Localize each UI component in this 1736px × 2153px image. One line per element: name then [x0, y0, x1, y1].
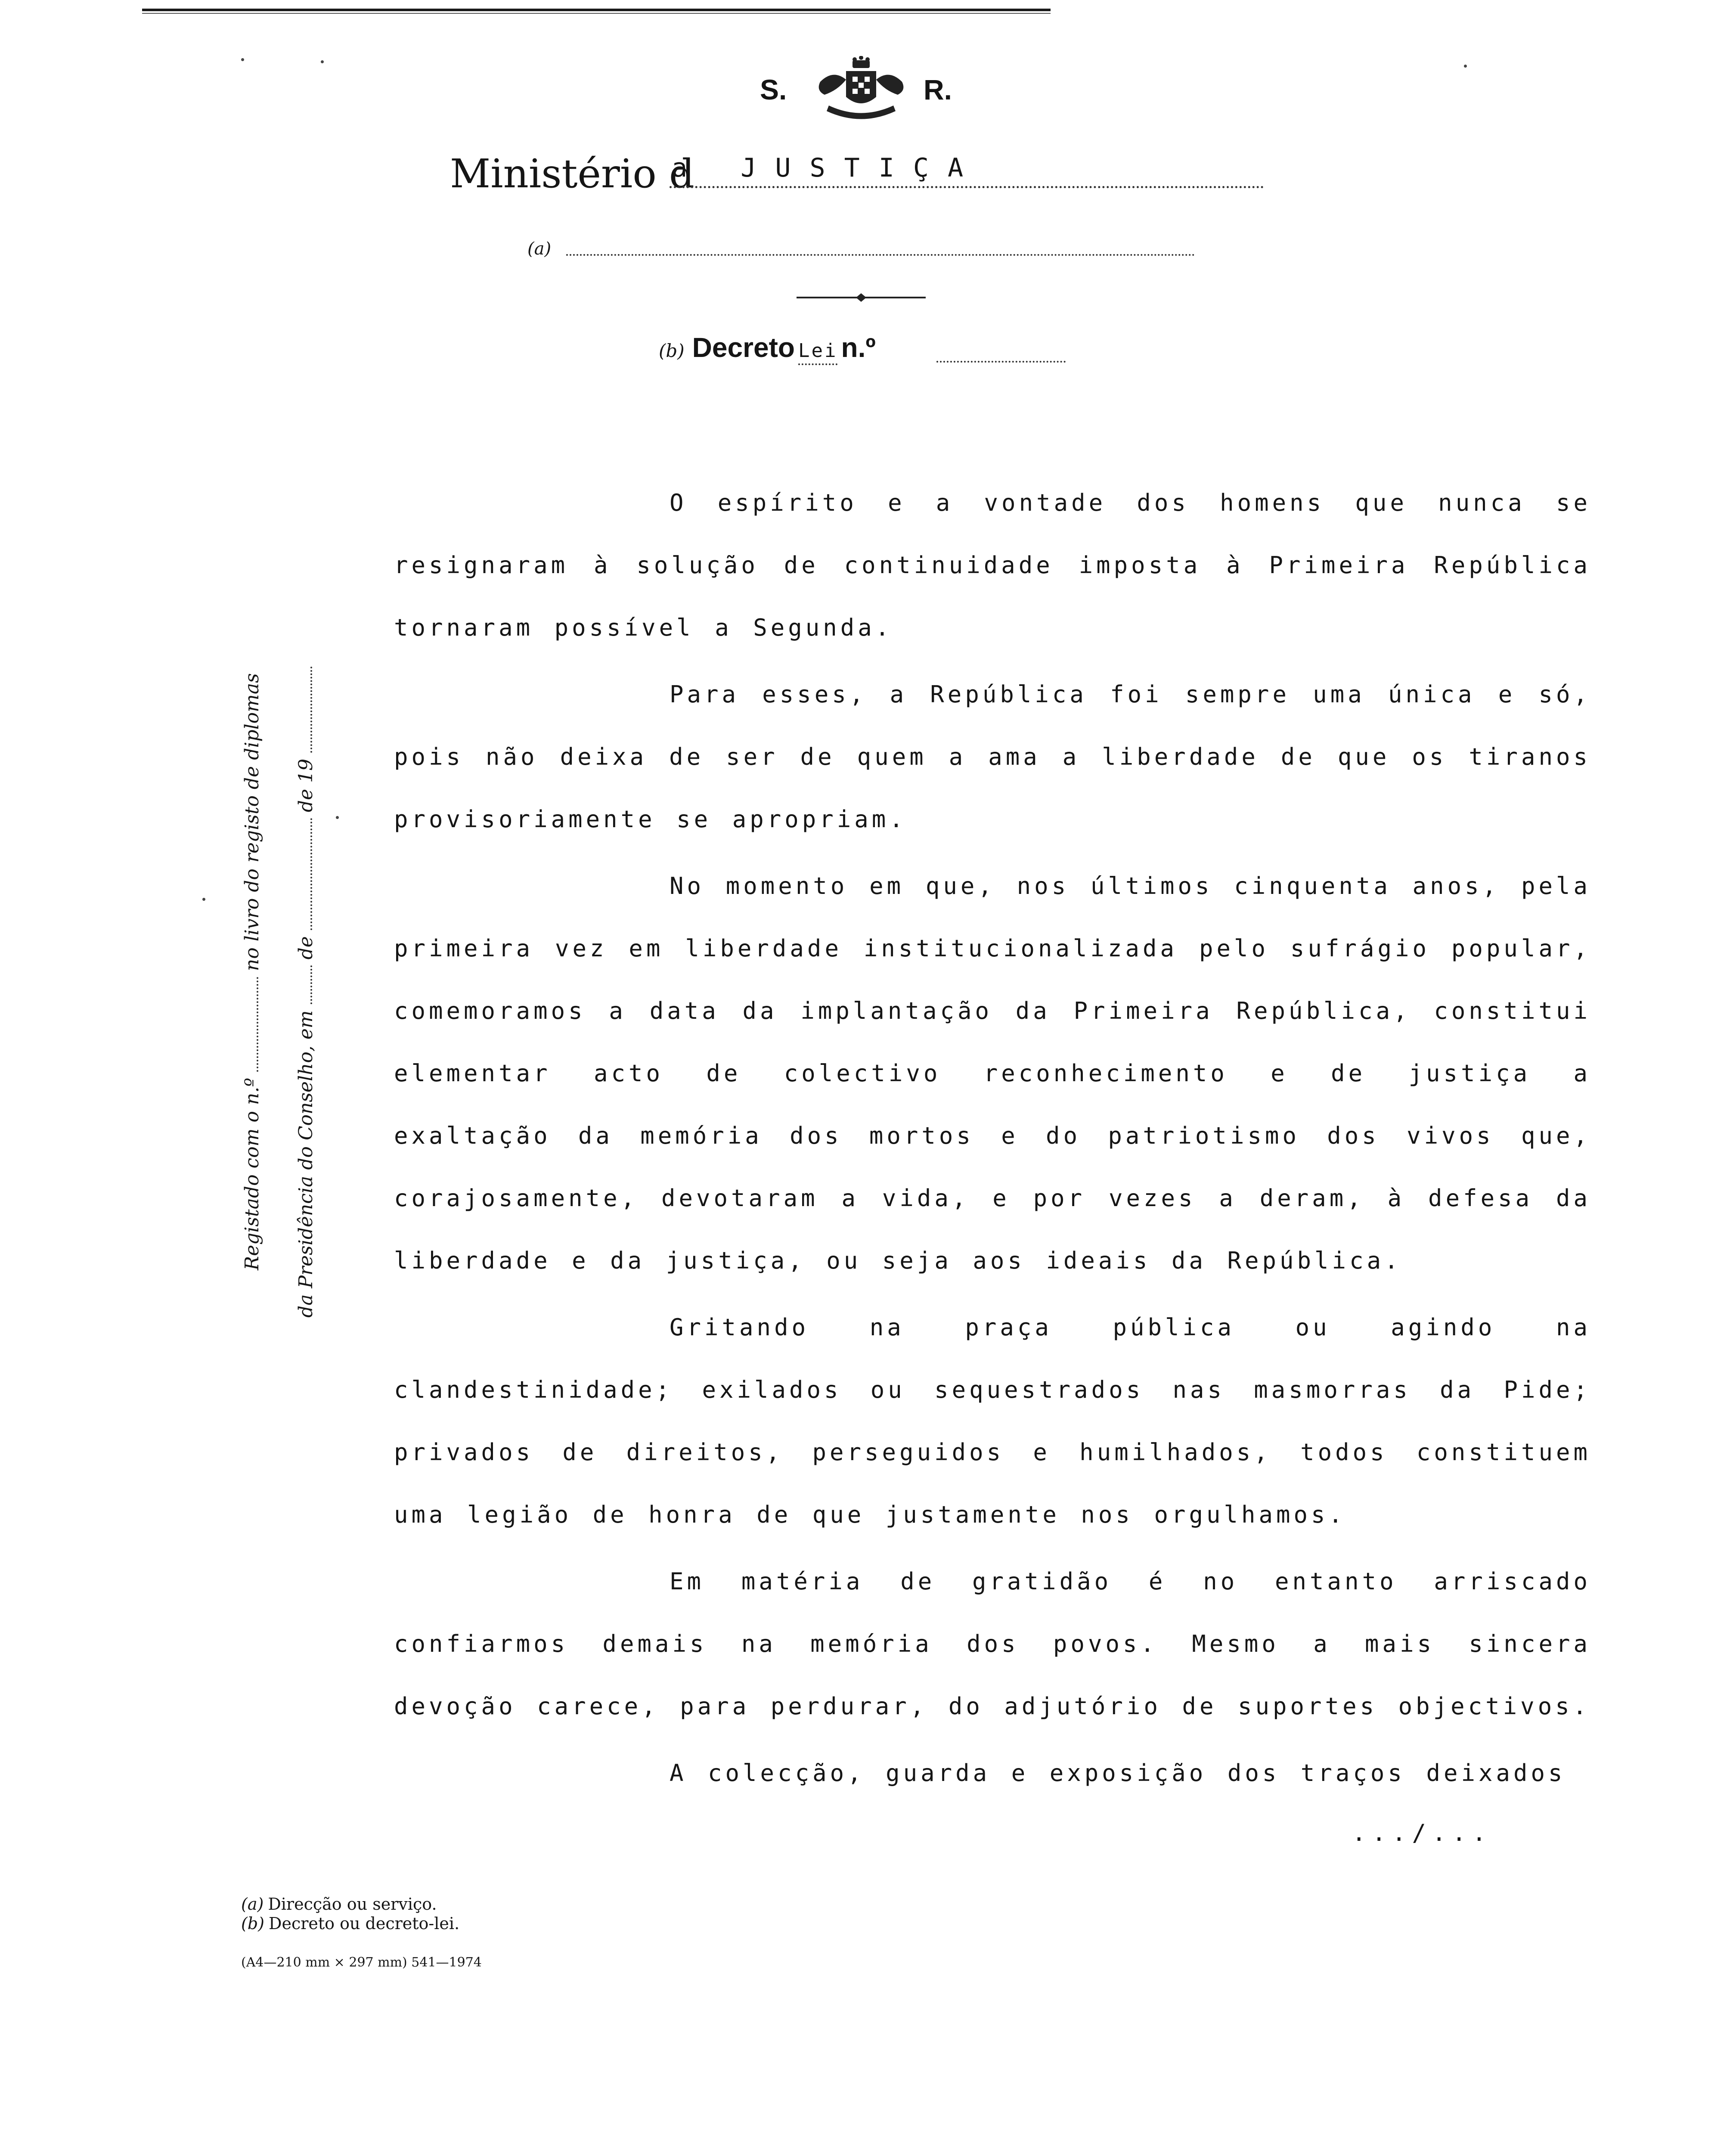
ministry-dotted-line [670, 186, 1264, 188]
document-body [394, 472, 1591, 1809]
margin-registration-line-1 [241, 673, 263, 1270]
ministry-value: a JUSTIÇA [672, 153, 983, 183]
margin-registered-label: Registado com o n.º [241, 1078, 263, 1270]
divider-ornament-icon [797, 292, 926, 303]
margin-year-label: de 19 [295, 759, 317, 813]
body-paragraph: Gritando na praça pública ou agindo na clandestinidade; exilados ou sequestrados nas masmorras da Pide; privados de direitos, perseguidos e humilhados, todos constituem uma legião de honra de que justamente nos orgulhamos. [394, 1314, 1591, 1528]
ministry-label: Ministério d [450, 151, 694, 197]
body-paragraph: A colecção, guarda e exposição dos traços deixados [670, 1759, 1566, 1787]
footnote-a-label: (a) [241, 1895, 264, 1914]
footnote-a [241, 1895, 437, 1914]
sr-left-letter: S. [760, 74, 787, 105]
footnote-a-text: Direcção ou serviço. [268, 1895, 437, 1914]
body-paragraph: Em matéria de gratidão é no entanto arriscado confiarmos demais na memória dos povos. Mesmo a mais sincera devoção carece, para perdurar, do adjutório de suportes objectivos. [394, 1568, 1591, 1720]
margin-registration-line-2 [295, 667, 317, 1318]
footnote-b-text: Decreto ou decreto-lei. [268, 1914, 460, 1933]
top-border-line [142, 9, 1051, 11]
scan-speck [202, 898, 205, 901]
decree-line [659, 332, 876, 363]
scan-speck [336, 816, 339, 819]
margin-day-dotted-line [310, 965, 312, 1004]
decree-number-dotted-line [936, 361, 1066, 363]
coat-of-arms-icon [812, 56, 911, 127]
service-field-label: (a) [527, 239, 552, 259]
margin-presidency-label: da Presidência do Conselho, em [295, 1010, 317, 1318]
body-paragraph: Para esses, a República foi sempre uma única e só, pois não deixa de ser de quem a ama a liberdade de que os tiranos provisoriamente se apropriam. [394, 681, 1591, 833]
decree-label: Decreto [692, 332, 795, 363]
sr-right-letter: R. [924, 74, 952, 105]
scan-speck [241, 58, 244, 61]
service-field-dotted-line [566, 254, 1195, 256]
form-code: (A4—210 mm × 297 mm) 541—1974 [241, 1955, 482, 1970]
margin-de-label: de [295, 936, 317, 960]
top-border-line-thin [142, 13, 1051, 14]
footnote-b [241, 1914, 459, 1933]
body-paragraph: O espírito e a vontade dos homens que nunca se resignaram à solução de continuidade imposta à Primeira República tornaram possível a Segunda. [394, 489, 1591, 641]
decree-number-label: n.º [841, 332, 876, 363]
margin-year-dotted-line [310, 667, 312, 753]
decree-type-value: Lei [798, 340, 837, 365]
margin-number-dotted-line [257, 977, 258, 1072]
margin-month-dotted-line [310, 818, 312, 930]
scan-speck [1464, 65, 1467, 68]
body-paragraph: No momento em que, nos últimos cinquenta anos, pela primeira vez em liberdade institucionalizada pelo sufrágio popular, comemoramos a data da implantação da Primeira República, constitui elementar acto de colectivo reconhecimento e de justiça a exaltação da memória dos mortos e do patriotismo dos vivos que, corajosamente, devotaram a vida, e por vezes a deram, à defesa da liberdade e da justiça, ou seja aos ideais da República. [394, 872, 1591, 1274]
scan-speck [321, 60, 324, 63]
margin-book-label: no livro do registo de diplomas [241, 673, 263, 971]
footnote-b-label: (b) [241, 1914, 264, 1933]
page-continuation-marker: ...∕... [1352, 1819, 1492, 1846]
decree-footnote-marker: (b) [659, 340, 685, 361]
